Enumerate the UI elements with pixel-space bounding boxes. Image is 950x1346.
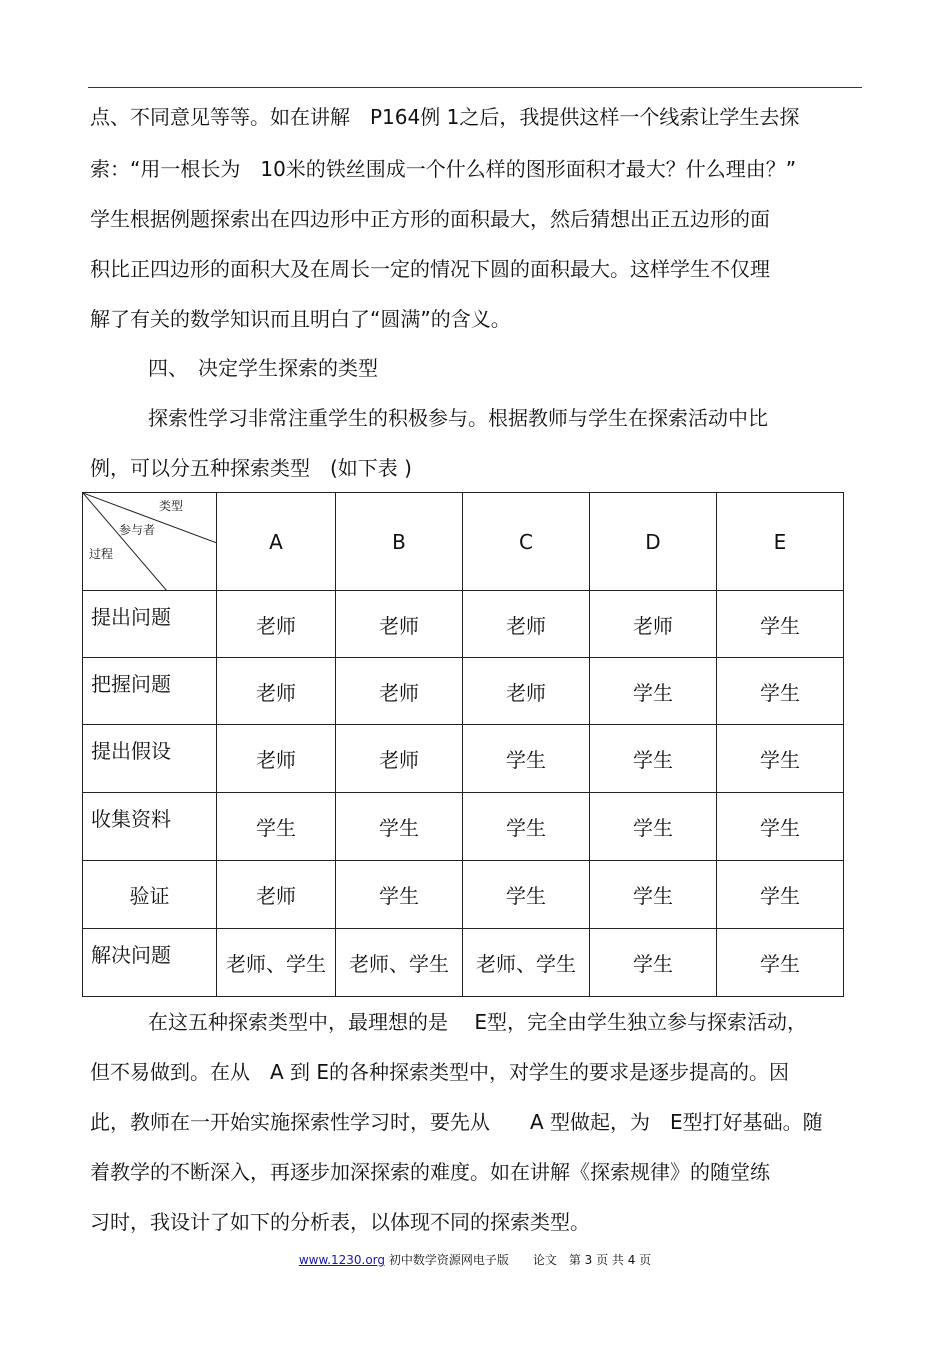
table-cell: 老师、学生 [336, 929, 463, 997]
paragraph-line: 解了有关的数学知识而且明白了“圆满”的含义。 [90, 307, 511, 331]
footer-site-link[interactable]: www.1230.org [298, 1253, 386, 1267]
table-cell: 学生 [717, 793, 844, 861]
corner-label-process: 过程 [89, 547, 114, 561]
table-cell: 学生 [717, 929, 844, 997]
paragraph-line: 但不易做到。在从 A 到 E的各种探索类型中，对学生的要求是逐步提高的。因 [90, 1060, 790, 1084]
column-header: B [336, 493, 463, 591]
corner-label-participant: 参与者 [119, 523, 156, 537]
paragraph-line: 探索性学习非常注重学生的积极参与。根据教师与学生在探索活动中比 [148, 406, 768, 430]
table-cell: 学生 [717, 725, 844, 793]
paragraph-line: 积比正四边形的面积大及在周长一定的情况下圆的面积最大。这样学生不仅理 [90, 257, 770, 281]
table-cell: 学生 [590, 861, 717, 929]
table-cell: 老师 [217, 725, 336, 793]
paragraph-line: 学生根据例题探索出在四边形中正方形的面积最大，然后猜想出正五边形的面 [90, 207, 770, 231]
table-cell: 老师 [590, 591, 717, 658]
table-cell: 学生 [463, 861, 590, 929]
table-cell: 学生 [336, 861, 463, 929]
table-row [83, 725, 844, 793]
table-cell: 老师 [336, 658, 463, 725]
corner-label-type: 类型 [159, 499, 184, 513]
row-label: 解决问题 [83, 929, 217, 997]
table-cell: 学生 [590, 725, 717, 793]
row-label: 把握问题 [83, 658, 217, 725]
paragraph-line: 索：“用一根长为 10米的铁丝围成一个什么样的图形面积才最大？什么理由？” [90, 157, 797, 181]
table-header-row [83, 493, 844, 591]
paragraph-line: 点、不同意见等等。如在讲解 P164例 1之后，我提供这样一个线索让学生去探 [90, 105, 800, 129]
table-cell: 老师 [336, 725, 463, 793]
table-cell: 学生 [590, 658, 717, 725]
table-cell: 老师 [463, 591, 590, 658]
paragraph-line: 在这五种探索类型中，最理想的是 E型，完全由学生独立参与探索活动， [148, 1010, 807, 1034]
table-row [83, 861, 844, 929]
table-cell: 老师 [217, 861, 336, 929]
row-label: 提出问题 [83, 591, 217, 658]
row-label: 提出假设 [83, 725, 217, 793]
table-cell: 学生 [463, 725, 590, 793]
table-cell: 学生 [717, 861, 844, 929]
row-label: 验证 [83, 861, 217, 929]
table-row [83, 929, 844, 997]
section-heading: 四、 决定学生探索的类型 [148, 356, 378, 380]
row-label: 收集资料 [83, 793, 217, 861]
paragraph-line: 例，可以分五种探索类型 (如下表 ) [90, 456, 412, 480]
table-cell: 老师 [336, 591, 463, 658]
table-row [83, 591, 844, 658]
table-cell: 老师 [217, 658, 336, 725]
paragraph-line: 习时，我设计了如下的分析表，以体现不同的探索类型。 [90, 1210, 590, 1234]
column-header: D [590, 493, 717, 591]
paragraph-line: 此，教师在一开始实施探索性学习时，要先从 A 型做起，为 E型打好基础。随 [90, 1110, 823, 1134]
table-cell: 老师、学生 [463, 929, 590, 997]
table-cell: 学生 [217, 793, 336, 861]
column-header: E [717, 493, 844, 591]
table-cell: 老师、学生 [217, 929, 336, 997]
column-header: A [217, 493, 336, 591]
column-header: C [463, 493, 590, 591]
footer-text: 初中数学资源网电子版 论文 第 3 页 共 4 页 [388, 1253, 652, 1267]
header-rule [88, 87, 862, 88]
corner-diagonal-lines [83, 493, 217, 591]
table-cell: 学生 [336, 793, 463, 861]
paragraph-line: 着教学的不断深入，再逐步加深探索的难度。如在讲解《探索规律》的随堂练 [90, 1160, 770, 1184]
table-cell: 学生 [590, 793, 717, 861]
table-cell: 学生 [717, 591, 844, 658]
page-footer [0, 1252, 950, 1268]
exploration-types-table [82, 492, 844, 997]
table-cell: 学生 [590, 929, 717, 997]
table-corner-cell [83, 493, 217, 591]
table-cell: 老师 [217, 591, 336, 658]
table-cell: 学生 [463, 793, 590, 861]
table-cell: 老师 [463, 658, 590, 725]
table-cell: 学生 [717, 658, 844, 725]
table-row [83, 658, 844, 725]
table-row [83, 793, 844, 861]
